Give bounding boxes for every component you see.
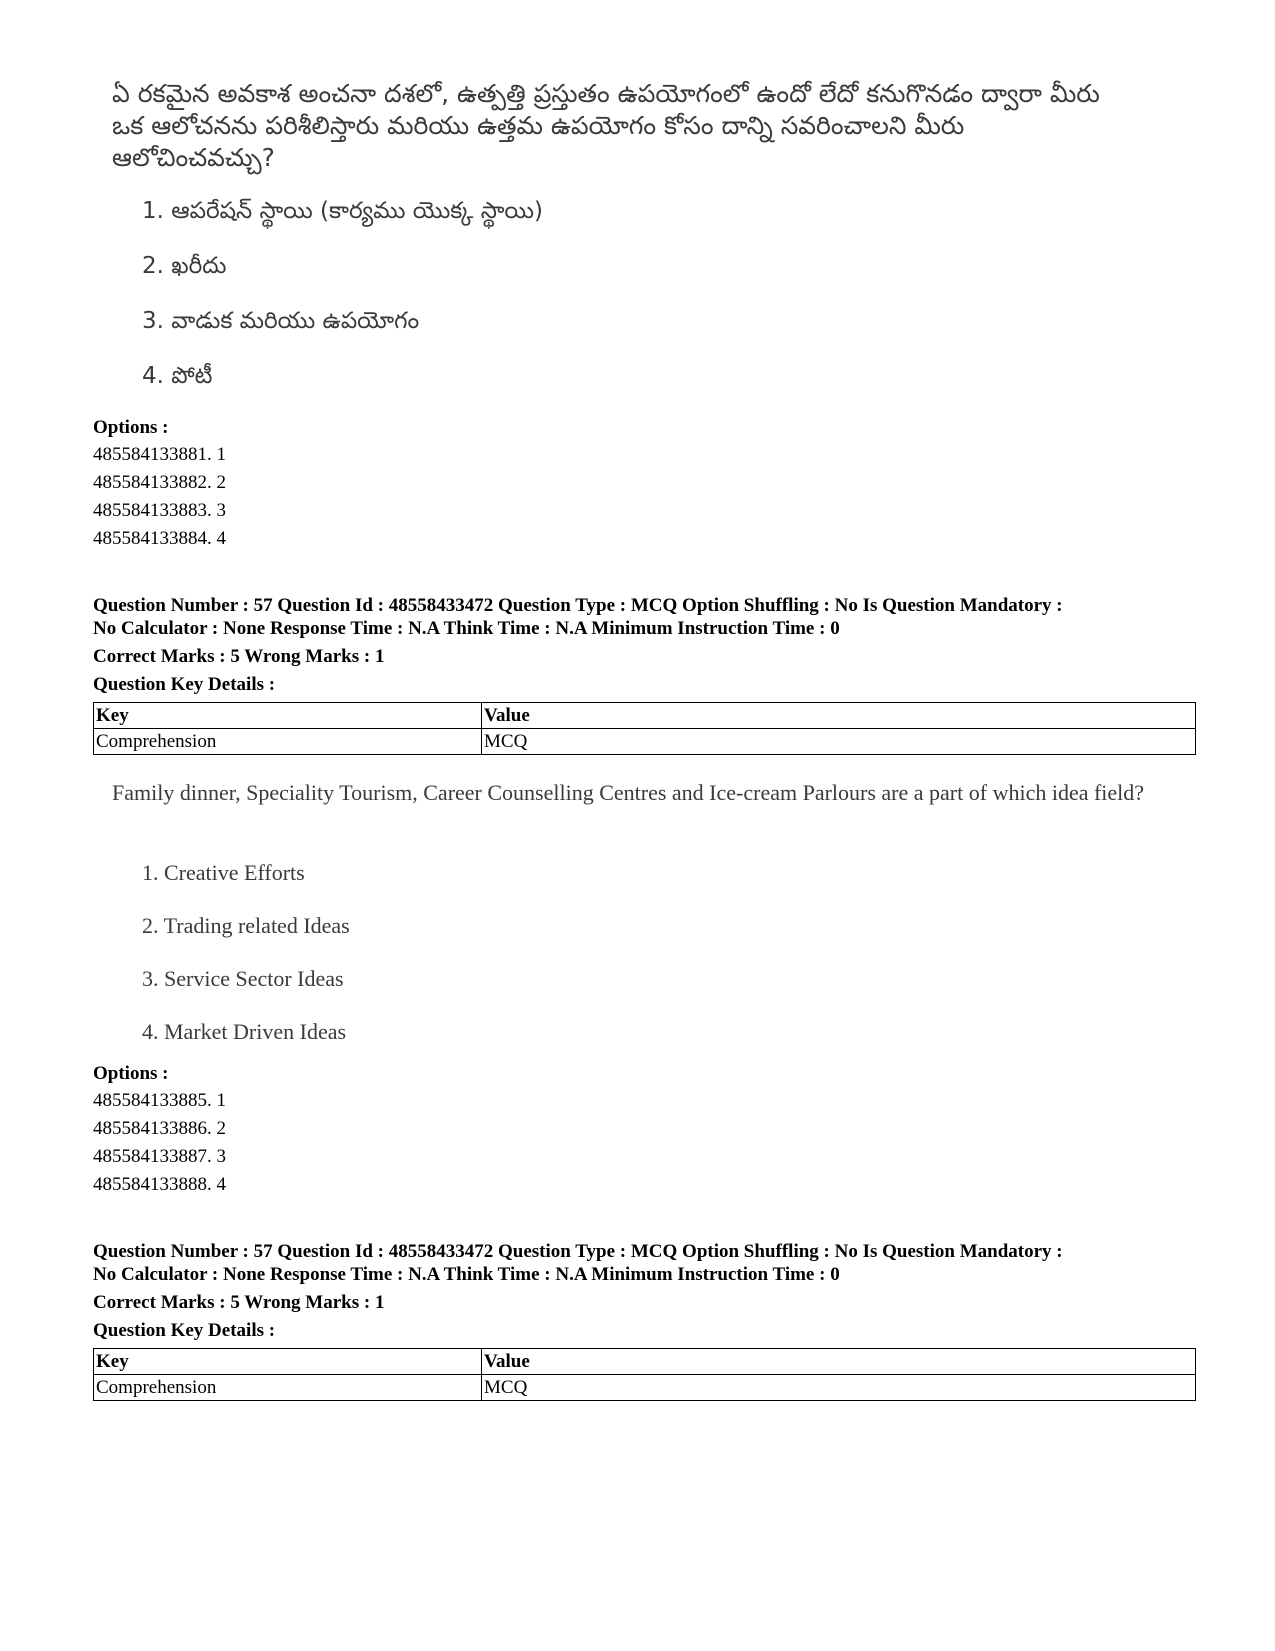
key-header: Key — [94, 1349, 482, 1375]
key-header: Key — [94, 703, 482, 729]
choice-2: 2. Trading related Ideas — [142, 913, 350, 938]
option-item: 485584133886. 2 — [93, 1118, 226, 1139]
option-item: 485584133881. 1 — [93, 444, 226, 465]
marks-line: Correct Marks : 5 Wrong Marks : 1 — [93, 646, 385, 667]
option-item: 485584133888. 4 — [93, 1174, 226, 1195]
option-item: 485584133884. 4 — [93, 528, 226, 549]
key-cell: Comprehension — [94, 1375, 482, 1401]
question-image-telugu — [112, 78, 1122, 398]
key-cell: Comprehension — [94, 729, 482, 755]
question-meta-line-2: No Calculator : None Response Time : N.A Think Time : N.A Minimum Instruction Time : 0 — [93, 1264, 840, 1285]
key-details-label: Question Key Details : — [93, 1320, 276, 1341]
choice-3: 3. Service Sector Ideas — [142, 966, 344, 991]
marks-line: Correct Marks : 5 Wrong Marks : 1 — [93, 1292, 385, 1313]
options-label: Options : — [93, 1063, 169, 1084]
option-item: 485584133887. 3 — [93, 1146, 226, 1167]
table-row — [94, 729, 1196, 755]
question-stem: ఏ రకమైన అవకాశ అంచనా దశలో, ఉత్పత్తి ప్రస్తుతం ఉపయోగంలో ఉందో లేదో కనుగొనడం ద్వారా మీరు ఒక ఆలోచనను పరిశీలిస్తారు మరియు ఉత్తమ ఉపయోగం కోసం దాన్ని సవరించాలని మీరు ఆలోచించవచ్చు? — [112, 79, 1100, 172]
value-header: Value — [482, 1349, 1196, 1375]
choice-4: 4. Market Driven Ideas — [142, 1019, 347, 1044]
question-stem: Family dinner, Speciality Tourism, Career Counselling Centres and Ice-cream Parlours are a part of which idea field? — [112, 780, 1145, 805]
value-cell: MCQ — [482, 1375, 1196, 1401]
question-meta-line-2: No Calculator : None Response Time : N.A Think Time : N.A Minimum Instruction Time : 0 — [93, 618, 840, 639]
question-key-table — [93, 1348, 1196, 1401]
choice-1: 1. ఆపరేషన్ స్థాయి (కార్యము యొక్క స్థాయి) — [142, 198, 543, 224]
question-meta-line-1: Question Number : 57 Question Id : 48558433472 Question Type : MCQ Option Shuffling : No Is Question Mandatory : — [93, 595, 1063, 616]
choice-2: 2. ఖరీదు — [142, 253, 227, 279]
table-header-row — [94, 1349, 1196, 1375]
question-key-table — [93, 702, 1196, 755]
key-details-label: Question Key Details : — [93, 674, 276, 695]
choice-1: 1. Creative Efforts — [142, 860, 305, 885]
value-header: Value — [482, 703, 1196, 729]
option-item: 485584133883. 3 — [93, 500, 226, 521]
question-meta-line-1: Question Number : 57 Question Id : 48558433472 Question Type : MCQ Option Shuffling : No Is Question Mandatory : — [93, 1241, 1063, 1262]
table-row — [94, 1375, 1196, 1401]
option-item: 485584133885. 1 — [93, 1090, 226, 1111]
question-image-english — [112, 780, 1152, 1045]
choice-4: 4. పోటీ — [142, 363, 213, 389]
value-cell: MCQ — [482, 729, 1196, 755]
options-label: Options : — [93, 417, 169, 438]
choice-3: 3. వాడుక మరియు ఉపయోగం — [142, 308, 420, 334]
option-item: 485584133882. 2 — [93, 472, 226, 493]
table-header-row — [94, 703, 1196, 729]
